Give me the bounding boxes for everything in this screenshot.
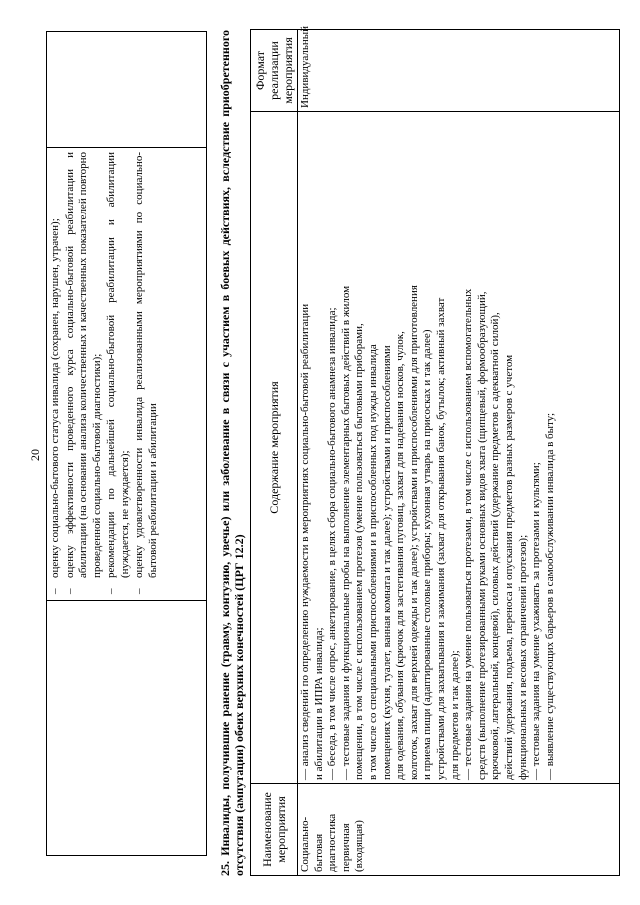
header-name: Наименование мероприятия <box>251 784 298 876</box>
list-item: – оценку удовлетворенности инвалида реализованными мероприятиями по социально-бытовой реабилитации и абилитации <box>133 152 160 598</box>
content-line: для одевания, обувания (крючок для застегивания пуговиц, захват для надевания носков, чулок, <box>394 331 407 780</box>
content-line: и приема пищи (адаптированные столовые приборы; кухонная утварь на присосках и так далее) <box>421 329 434 780</box>
measure-format: Индивидуальный <box>298 30 620 112</box>
content-line: — беседа, в том числе опрос, анкетирование, в целях сбора социально-бытового анамнеза инвалида; <box>326 307 339 780</box>
continuation-table <box>46 31 207 856</box>
measures-table <box>250 26 620 876</box>
content-line: крючковой, латеральный, концевой), силовых действий (удержание предметов с адекватной силой), <box>489 312 502 780</box>
content-line: функциональных и весовых ограничений протезов); <box>516 534 529 780</box>
content-line: — тестовые задания на умение пользоваться протезами, в том числе с использованием вспомогательных <box>462 288 475 780</box>
content-line: колготок, захват для верхней одежды и так далее); устройствами и приспособлениями для приготовления <box>407 285 420 780</box>
content-line: для предметов и так далее); <box>448 650 461 780</box>
list-item: – оценку социально-бытового статуса инвалида (сохранен, нарушен, утрачен); <box>49 152 63 598</box>
content-line: — выявление существующих барьеров в самообслуживании инвалида в быту; <box>543 412 556 780</box>
table-row <box>298 30 620 876</box>
table-header-row <box>251 30 298 876</box>
page-number: 20 <box>28 449 42 461</box>
header-format: Формат реализации мероприятия <box>251 30 298 112</box>
continuation-cell-empty-left <box>47 601 207 856</box>
assessment-list <box>49 152 160 598</box>
content-line: действий удержания, подъема, переноса и опускания предметов разных размеров с учетом <box>502 354 515 780</box>
list-item: – оценку эффективности проведенного курса социально-бытовой реабилитации и абилитации (на основании анализа количественных и качественных показателей повторно проведенной социально-бытовой диагностики); <box>64 152 105 598</box>
content-line: — тестовые задания на умение ухаживать за протезами и культями; <box>530 462 543 780</box>
content-line: и абилитации в ИПРА инвалида; <box>312 627 325 780</box>
continuation-cell-empty-right <box>47 32 207 148</box>
content-line: в том числе со специальными приспособлениями и в приспособленных под нужды инвалида <box>366 344 379 780</box>
content-line: помещении, в том числе с использованием протезов (умение пользоваться бытовыми приборами, <box>353 323 366 780</box>
content-line: — анализ сведений по определению нуждаемости в мероприятиях социально-бытовой реабилитации <box>299 303 311 780</box>
header-content: Содержание мероприятия <box>251 112 298 784</box>
content-line: устройствами для захватывания и зажимания (захват для открывания банок, бутылок; активный захват <box>434 297 447 780</box>
list-item: – рекомендации по дальнейшей социально-бытовой реабилитации и абилитации (нуждается, не нуждается); <box>105 152 132 598</box>
measure-name: Социально-бытовая диагностика первичная (входящая) <box>298 784 620 876</box>
section-heading: 25. Инвалиды, получившие ранение (травму, контузию, увечье) или заболевание в связи с участием в боевых действиях, вследствие приобретенного отсутствия (ампутации) обеих верхних конечностей (ЦРГ 12.2) <box>218 30 246 876</box>
rotated-page <box>20 12 620 892</box>
content-line: средств (выполнение протезированными руками основных видов хвата (щипцевый, формообразующий, <box>475 291 488 780</box>
measure-content <box>298 112 620 784</box>
content-line: — тестовые задания и функциональные пробы на выполнение элементарных бытовых действий в жилом <box>339 285 352 780</box>
content-line: помещениях (кухня, туалет, ванная комната и так далее); устройствами и приспособлениями <box>380 345 393 780</box>
continuation-cell-content <box>47 148 207 601</box>
